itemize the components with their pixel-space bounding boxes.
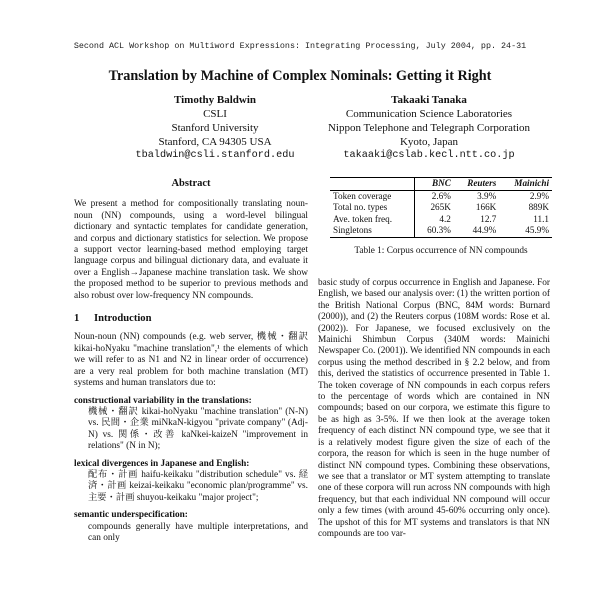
author-email: tbaldwin@csli.stanford.edu xyxy=(135,150,295,161)
table-cell: 889K xyxy=(528,202,549,213)
author-name: Timothy Baldwin xyxy=(173,94,257,106)
author-affiliation: Nippon Telephone and Telegraph Corporation xyxy=(327,122,531,134)
table-cell: 4.2 xyxy=(415,214,454,226)
table-cell: 166K xyxy=(475,202,497,213)
author-address: Kyoto, Japan xyxy=(399,136,459,148)
table-cell: 3.9% xyxy=(477,190,497,201)
table-caption: Table 1: Corpus occurrence of NN compounds xyxy=(354,245,528,256)
table-cell: 265K xyxy=(415,202,454,214)
body-paragraph: basic study of corpus occurrence in English and Japanese. For English, we based our analysis over: (1) the written portion of the British National Corpus (BNC, 84M words: Burnard (2000)), and (2) the Reuters corpus (108M words: Rose et al. (2002)). For Japanese, we focused exclusively on the Mainichi Shimbun Corpus (340M words: Mainichi Newspaper Co. (2001)). We identified NN compounds in each corpus using the method described in § 2.2 below, and from this, derived the statistics of occurrence presented in Table 1. The token coverage of NN compounds in each corpus refers to the percentage of words which are contained in NN compounds; based on our corpora, we estimate this figure to be as high as 3-5%. If we then look at the average token frequency of each distinct NN compound type, we see that it is a relatively modest figure given the size of each of the corpora, the reason for which is seen in the huge number of distinct NN compound types. Combining these observations, we see that a translator or MT system attempting to translate one of these corpora will run across NN compounds with high frequency, but that each individual NN compound will occur only a few times (with around 45-60% occurring only once). The upshot of this for MT systems and translators is that NN compounds are too var- xyxy=(318,278,550,539)
section-title: Introduction xyxy=(94,313,152,325)
author-affiliation: Communication Science Laboratories xyxy=(345,108,513,120)
table-cell: 44.9% xyxy=(454,225,499,237)
corpus-table xyxy=(330,177,552,238)
table-row-label: Token coverage xyxy=(333,190,392,201)
left-column xyxy=(74,178,308,544)
table-cell: 11.1 xyxy=(533,213,549,224)
list-item-term: constructional variability in the translations: xyxy=(74,395,252,406)
author-email: takaaki@cslab.kecl.ntt.co.jp xyxy=(343,150,515,161)
section-number: 1 xyxy=(74,313,80,325)
paper-title: Translation by Machine of Complex Nominals: Getting it Right xyxy=(108,68,492,84)
table-row xyxy=(330,214,552,226)
table-row xyxy=(330,225,552,237)
intro-paragraph: Noun-noun (NN) compounds (e.g. web server, 機械・翻訳 kikai-hoNyaku "machine translation",¹ the elements of which we will refer to as N1 and N2 in linear order of occurrence) are a very real problem for both machine translation (MT) systems and human translators due to: xyxy=(74,332,308,389)
table-row-label: Total no. types xyxy=(333,202,388,213)
table-row-label: Singletons xyxy=(330,225,415,237)
table-cell: 60.3% xyxy=(415,225,454,237)
table-row-label: Ave. token freq. xyxy=(333,213,393,224)
table-header-cell: Reuters xyxy=(454,178,499,191)
author-name: Takaaki Tanaka xyxy=(391,94,467,106)
table-row xyxy=(330,202,552,214)
table-cell: 2.6% xyxy=(415,190,454,202)
running-header: Second ACL Workshop on Multiword Expressions: Integrating Processing, July 2004, pp. 24-31 xyxy=(73,41,527,51)
abstract-heading: Abstract xyxy=(171,178,211,189)
table-header-cell xyxy=(330,178,415,191)
list-item-term: lexical divergences in Japanese and English: xyxy=(74,458,250,469)
table-row xyxy=(330,190,552,202)
author-affiliation: CSLI xyxy=(203,108,227,120)
list-item-text: compounds generally have multiple interpretations, and can only xyxy=(88,521,308,543)
list-item-term: semantic underspecification: xyxy=(74,510,188,521)
right-column xyxy=(318,278,550,540)
table-cell: 12.7 xyxy=(480,213,497,224)
list-item-text: 機械・翻訳 kikai-hoNyaku "machine translation" (N-N) vs. 民間・企業 miNkaN-kigyou "private company" (Adj-N) vs. 関係・改善 kaNkei-kaizeN "improvement in relations" (N in N); xyxy=(88,406,308,452)
author-address: Stanford, CA 94305 USA xyxy=(158,136,272,148)
author-block-2 xyxy=(290,93,568,163)
table-header-cell: Mainichi xyxy=(499,178,552,191)
table-header-cell: BNC xyxy=(415,178,454,191)
section-heading xyxy=(74,313,308,324)
table-cell: 45.9% xyxy=(499,225,552,237)
table-cell: 2.9% xyxy=(529,190,549,201)
list-item-text: 配布・計画 haifu-keikaku "distribution schedule" vs. 経済・計画 keizai-keikaku "economic plan/programme" vs. 主要・計画 shuyou-keikaku "major project"; xyxy=(88,469,308,503)
table-1 xyxy=(330,177,552,256)
abstract-text: We present a method for compositionally translating noun-noun (NN) compounds, using a word-level bilingual dictionary and syntactic templates for candidate generation, and corpus and dictionary statistics for selection. We propose a support vector learning-based method employing target language corpus and bilingual dictionary data, and evaluate it over a English→Japanese machine translation task. We show the proposed method to be superior to previous methods and also robust over low-frequency NN compounds. xyxy=(74,199,308,301)
author-affiliation: Stanford University xyxy=(171,122,259,134)
